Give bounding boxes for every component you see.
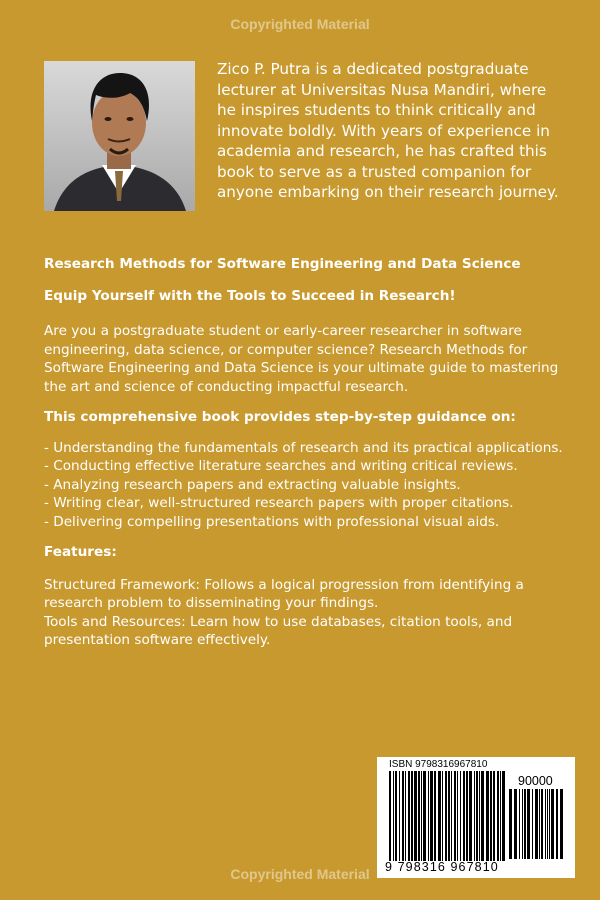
author-photo	[44, 61, 195, 211]
features-list	[44, 576, 564, 650]
barcode-bar	[395, 771, 397, 861]
barcode-bar	[414, 771, 417, 861]
barcode-bar	[466, 771, 468, 861]
isbn-digits: 9 798316 967810	[385, 860, 499, 874]
barcode-bar	[541, 789, 543, 859]
barcode-bar	[522, 789, 523, 859]
barcode-bar	[474, 771, 475, 861]
barcode-bar	[497, 771, 499, 861]
barcode-bar	[408, 771, 410, 861]
barcode-bar	[399, 771, 400, 861]
barcode-bar	[545, 789, 546, 859]
barcode-bar	[418, 771, 420, 861]
barcode-bar	[535, 789, 538, 859]
isbn-barcode	[377, 757, 575, 878]
price-code: 90000	[518, 774, 553, 788]
addon-barcode-bars	[509, 789, 565, 859]
barcode-bar	[448, 771, 450, 861]
barcode-bar	[393, 771, 394, 861]
list-item: - Analyzing research papers and extracting valuable insights.	[44, 476, 461, 493]
book-description	[44, 255, 564, 650]
barcode-bar	[556, 789, 558, 859]
barcode-bar	[423, 771, 426, 861]
barcode-bar	[460, 771, 461, 861]
book-tagline: Equip Yourself with the Tools to Succeed in Research!	[44, 287, 456, 304]
copyright-watermark-bottom: Copyrighted Material	[230, 866, 370, 882]
guidance-list	[44, 439, 564, 532]
barcode-bar	[434, 771, 436, 861]
feature-item: Tools and Resources: Learn how to use databases, citation tools, and presentation software effectively.	[44, 613, 513, 648]
barcode-bar	[430, 771, 433, 861]
barcode-bar	[402, 771, 404, 861]
barcode-bar	[527, 789, 530, 859]
list-item: - Conducting effective literature searches and writing critical reviews.	[44, 458, 518, 474]
barcode-bar	[405, 771, 406, 861]
barcode-bar	[445, 771, 447, 861]
guide-heading: This comprehensive book provides step-by-step guidance on:	[44, 409, 516, 425]
isbn-label: ISBN 9798316967810	[389, 759, 488, 770]
barcode-bar	[551, 789, 554, 859]
barcode-bar	[509, 789, 512, 859]
list-item: - Understanding the fundamentals of research and its practical applications.	[44, 439, 563, 456]
list-item: - Delivering compelling presentations with professional visual aids.	[44, 513, 500, 530]
list-item: - Writing clear, well-structured research papers with proper citations.	[44, 495, 514, 511]
barcode-bar	[502, 771, 505, 861]
barcode-bar	[514, 789, 517, 859]
feature-item: Structured Framework: Follows a logical progression from identifying a research problem to disseminating your findings.	[44, 576, 524, 611]
barcode-bar	[454, 771, 456, 861]
barcode-bar	[524, 789, 526, 859]
barcode-bar	[490, 771, 492, 861]
barcode-bar	[560, 789, 563, 859]
barcode-bar	[457, 771, 458, 861]
barcode-bar	[389, 771, 391, 861]
barcode-bar	[532, 789, 533, 859]
book-title: Research Methods for Software Engineering and Data Science	[44, 256, 521, 272]
barcode-bar	[493, 771, 495, 861]
barcode-bar	[411, 771, 413, 861]
barcode-bar	[438, 771, 441, 861]
barcode-bar	[442, 771, 443, 861]
barcode-bar	[469, 771, 472, 861]
barcode-bar	[519, 789, 520, 859]
barcode-bar	[486, 771, 489, 861]
author-bio: Zico P. Putra is a dedicated postgraduate lecturer at Universitas Nusa Mandiri, where he inspires students to think critically and innovate boldly. With years of experience in academia and research, he has crafted this book to serve as a trusted companion for anyone embarking on their research journey.	[217, 60, 559, 201]
barcode-bar	[549, 789, 550, 859]
barcode-bar	[547, 789, 548, 859]
barcode-bar	[421, 771, 422, 861]
book-intro: Are you a postgraduate student or early-career researcher in software engineering, data science, or computer science? Research Methods for Software Engineering and Data Science is your ultimate guide to mastering the art and science of conducting impactful research.	[44, 323, 559, 395]
barcode-bar	[428, 771, 429, 861]
barcode-bar	[451, 771, 452, 861]
barcode-bars	[389, 771, 505, 861]
copyright-watermark-top: Copyrighted Material	[230, 16, 370, 32]
barcode-bar	[481, 771, 484, 861]
barcode-bar	[539, 789, 540, 859]
barcode-bar	[479, 771, 480, 861]
barcode-bar	[500, 771, 501, 861]
barcode-bar	[463, 771, 465, 861]
barcode-bar	[476, 771, 478, 861]
features-heading: Features:	[44, 544, 117, 560]
